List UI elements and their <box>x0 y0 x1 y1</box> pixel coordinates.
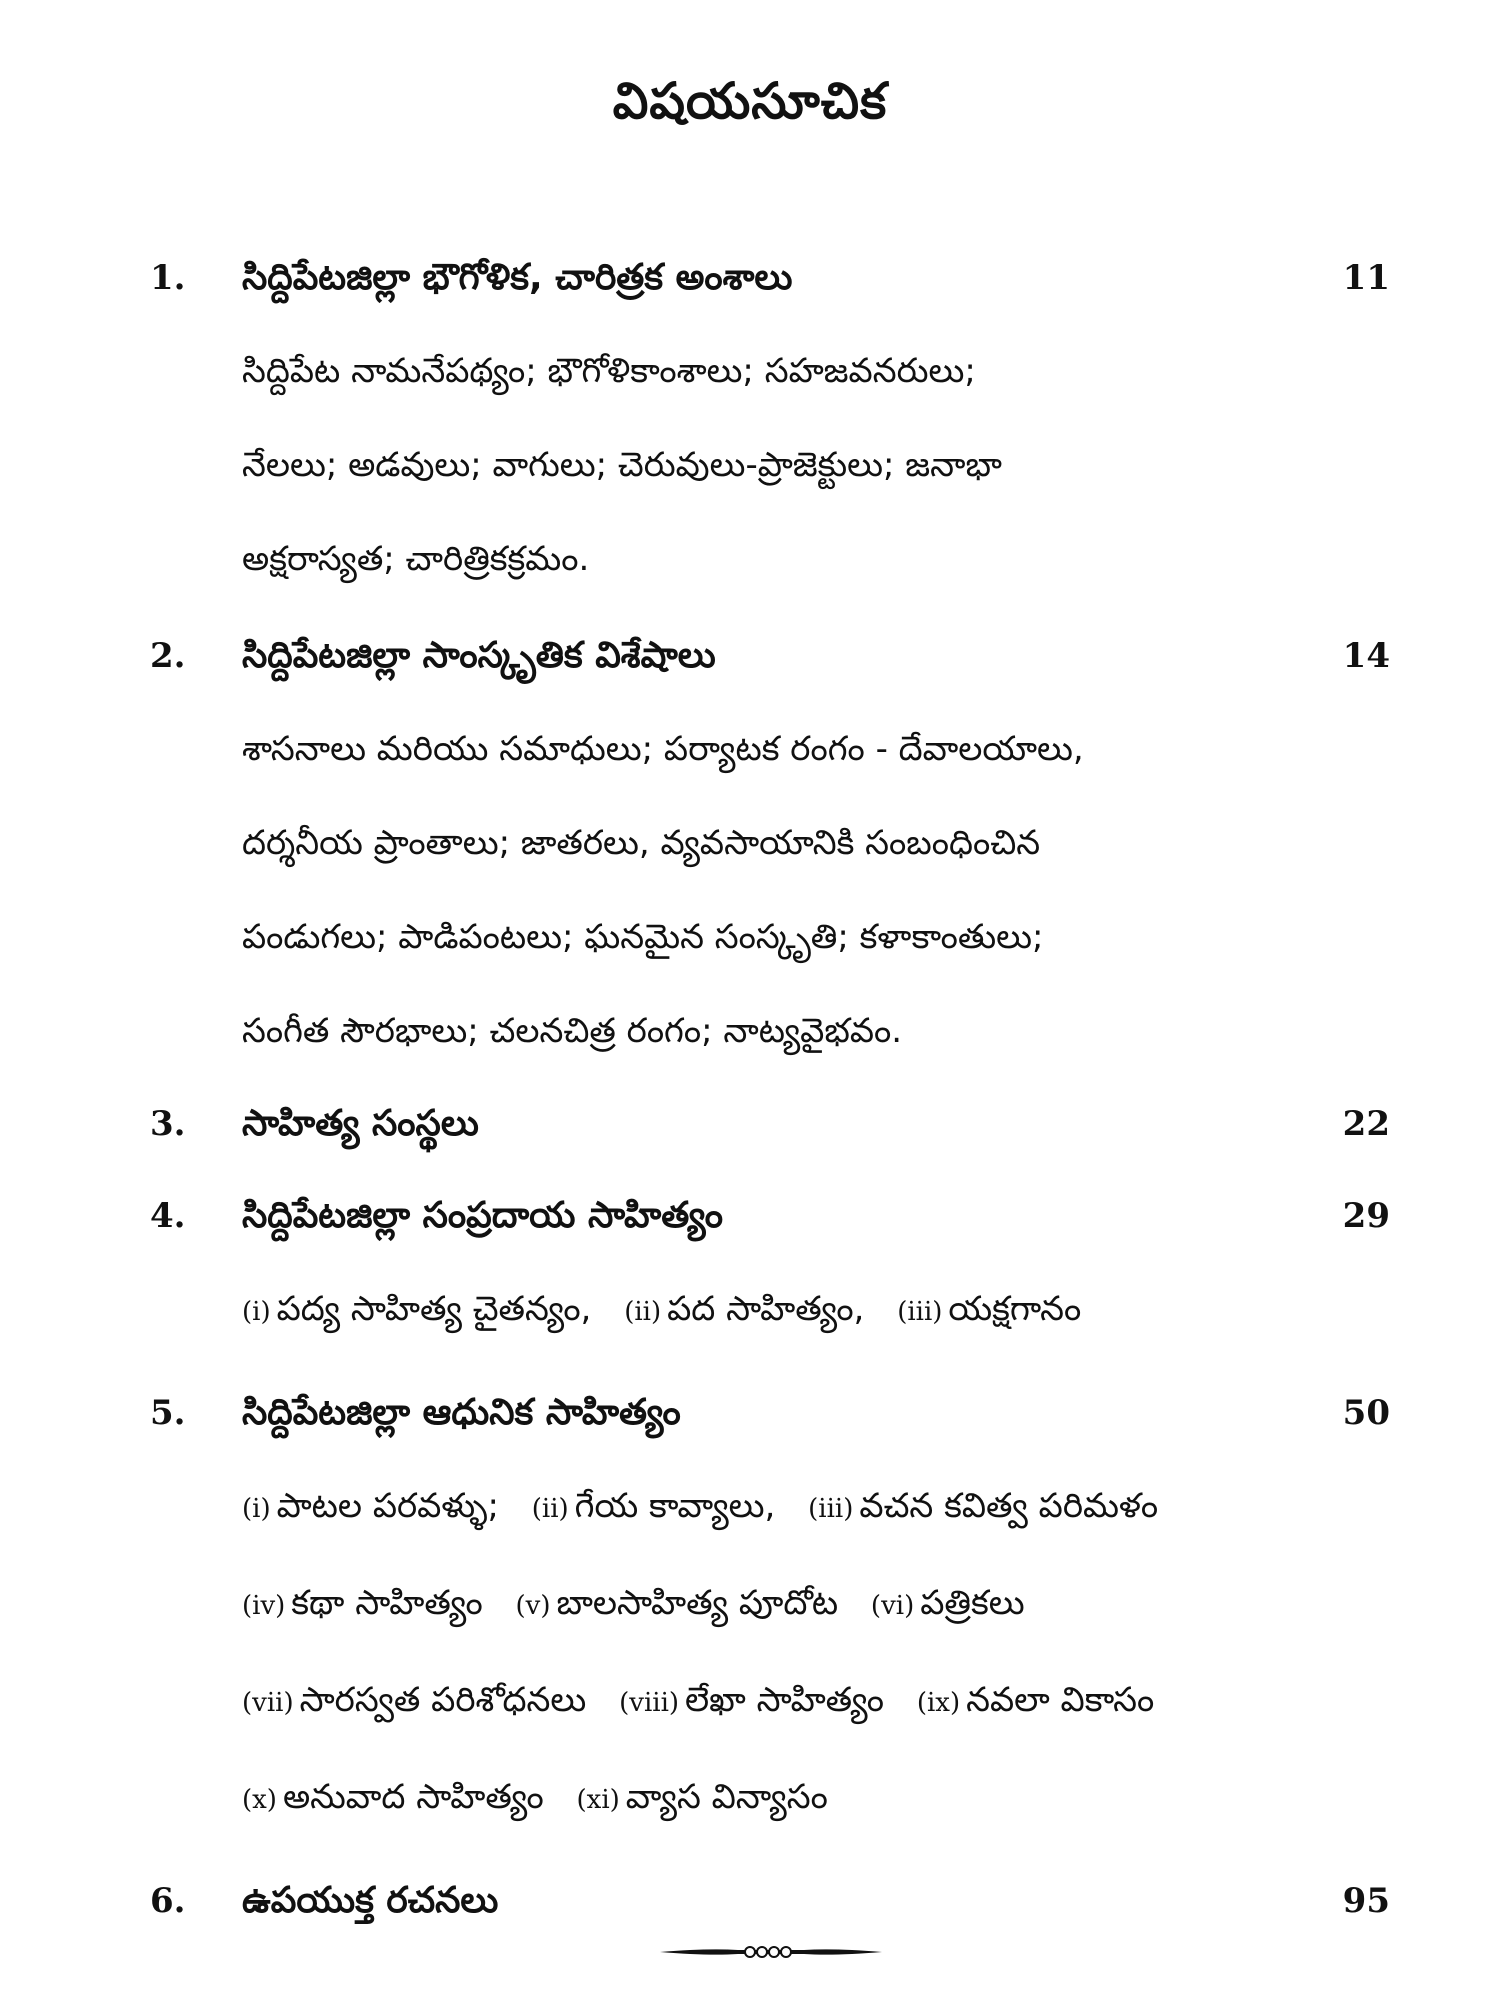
ornament-divider-icon <box>658 1940 884 1964</box>
subtopic-item <box>532 1486 776 1526</box>
entry-subtopics <box>150 1262 1390 1359</box>
subtopic-text: వచన కవిత్వ పరిమళం <box>859 1486 1159 1526</box>
entry-number: 2. <box>150 636 186 676</box>
subtopic-line: పండుగలు; పాడిపంటలు; ఘనమైన సంస్కృతి; కళాకాంతులు; <box>242 917 1044 957</box>
toc-entry-3 <box>150 1096 1390 1152</box>
roman-numeral: (iv) <box>242 1591 286 1621</box>
subtopic-text: లేఖా సాహిత్యం <box>685 1680 885 1720</box>
entry-title: సాహిత్య సంస్థలు <box>242 1103 479 1144</box>
subtopic-line: అక్షరాస్యత; చారిత్రికక్రమం. <box>242 539 590 579</box>
roman-numeral: (ii) <box>624 1297 662 1327</box>
entry-title: సిద్దిపేటజిల్లా సంప్రదాయ సాహిత్యం <box>242 1195 723 1236</box>
roman-numeral: (xi) <box>576 1785 620 1815</box>
entry-page-number: 95 <box>1342 1881 1390 1921</box>
entry-number: 4. <box>150 1196 186 1236</box>
entry-subtopics <box>150 1459 1390 1847</box>
subtopic-line <box>242 1653 1390 1750</box>
entry-number: 1. <box>150 258 186 298</box>
subtopic-item <box>242 1289 591 1329</box>
toc-entry-heading[interactable] <box>150 1385 1390 1441</box>
roman-numeral: (v) <box>515 1591 551 1621</box>
subtopic-text: పద సాహిత్యం, <box>667 1289 865 1329</box>
subtopic-item <box>871 1583 1025 1623</box>
roman-numeral: (vi) <box>870 1591 915 1621</box>
subtopic-text: అనువాద సాహిత్యం <box>282 1777 544 1817</box>
roman-numeral: (iii) <box>897 1297 943 1327</box>
toc-entry-2 <box>150 628 1390 1078</box>
subtopic-item <box>242 1486 499 1526</box>
subtopic-item <box>577 1777 828 1817</box>
entry-number: 6. <box>150 1881 186 1921</box>
subtopic-line: సిద్దిపేట నామనేపథ్యం; భౌగోళికాంశాలు; సహజవనరులు; <box>242 351 976 391</box>
subtopic-item <box>242 1777 544 1817</box>
entry-title: సిద్దిపేటజిల్లా భౌగోళిక, చారిత్రక అంశాలు <box>242 257 793 298</box>
entry-number: 5. <box>150 1393 186 1433</box>
roman-numeral: (iii) <box>808 1494 854 1524</box>
subtopic-item <box>242 1680 586 1720</box>
toc-entry-4 <box>150 1188 1390 1359</box>
subtopic-text: నవలా వికాసం <box>966 1680 1155 1720</box>
subtopic-text: సారస్వత పరిశోధనలు <box>299 1680 587 1720</box>
subtopic-line: నేలలు; అడవులు; వాగులు; చెరువులు-ప్రాజెక్టులు; జనాభా <box>242 445 1002 485</box>
subtopic-line: శాసనాలు మరియు సమాధులు; పర్యాటక రంగం - దేవాలయాలు, <box>242 729 1084 769</box>
entry-page-number: 29 <box>1342 1196 1390 1236</box>
toc-entry-heading[interactable] <box>150 628 1390 684</box>
subtopic-item <box>516 1583 839 1623</box>
subtopic-line <box>242 1750 1390 1847</box>
toc-list <box>150 250 1390 1929</box>
subtopic-line <box>242 1556 1390 1653</box>
toc-entry-5 <box>150 1385 1390 1847</box>
subtopic-line <box>242 1459 1390 1556</box>
entry-page-number: 22 <box>1342 1104 1390 1144</box>
entry-subtopics <box>150 324 1390 606</box>
entry-page-number: 14 <box>1342 636 1390 676</box>
roman-numeral: (vii) <box>242 1688 294 1718</box>
subtopic-text: గేయ కావ్యాలు, <box>574 1486 776 1526</box>
subtopic-item <box>917 1680 1154 1720</box>
subtopic-text: పద్య సాహిత్య చైతన్యం, <box>276 1289 592 1329</box>
roman-numeral: (x) <box>242 1785 277 1815</box>
roman-numeral: (viii) <box>619 1688 680 1718</box>
entry-title: సిద్దిపేటజిల్లా ఆధునిక సాహిత్యం <box>242 1392 681 1433</box>
page-title: విషయసూచిక <box>612 72 888 130</box>
toc-entry-1 <box>150 250 1390 606</box>
toc-entry-heading[interactable] <box>150 1096 1390 1152</box>
subtopic-line: సంగీత సౌరభాలు; చలనచిత్ర రంగం; నాట్యవైభవం. <box>242 1011 903 1051</box>
subtopic-line: దర్శనీయ ప్రాంతాలు; జాతరలు, వ్యవసాయానికి సంబంధించిన <box>242 823 1041 863</box>
subtopic-line <box>242 1262 1390 1359</box>
toc-entry-heading[interactable] <box>150 1188 1390 1244</box>
toc-entry-6 <box>150 1873 1390 1929</box>
subtopic-item <box>897 1289 1081 1329</box>
subtopic-item <box>242 1583 483 1623</box>
entry-title: సిద్దిపేటజిల్లా సాంస్కృతిక విశేషాలు <box>242 635 716 676</box>
subtopic-item <box>619 1680 884 1720</box>
roman-numeral: (ix) <box>916 1688 961 1718</box>
toc-entry-heading[interactable] <box>150 1873 1390 1929</box>
entry-title: ఉపయుక్త రచనలు <box>242 1880 499 1921</box>
subtopic-item <box>624 1289 864 1329</box>
subtopic-text: యక్షగానం <box>948 1289 1082 1329</box>
subtopic-text: వ్యాస విన్యాసం <box>625 1777 828 1817</box>
subtopic-text: బాలసాహిత్య పూదోట <box>556 1583 839 1623</box>
subtopic-text: పాటల పరవళ్ళు; <box>276 1486 499 1526</box>
entry-subtopics <box>150 702 1390 1078</box>
subtopic-text: కథా సాహిత్యం <box>291 1583 483 1623</box>
roman-numeral: (i) <box>242 1297 271 1327</box>
entry-page-number: 11 <box>1342 258 1390 298</box>
subtopic-item <box>808 1486 1158 1526</box>
roman-numeral: (ii) <box>531 1494 569 1524</box>
entry-number: 3. <box>150 1104 186 1144</box>
toc-entry-heading[interactable] <box>150 250 1390 306</box>
entry-page-number: 50 <box>1342 1393 1390 1433</box>
subtopic-text: పత్రికలు <box>920 1583 1025 1623</box>
roman-numeral: (i) <box>242 1494 271 1524</box>
